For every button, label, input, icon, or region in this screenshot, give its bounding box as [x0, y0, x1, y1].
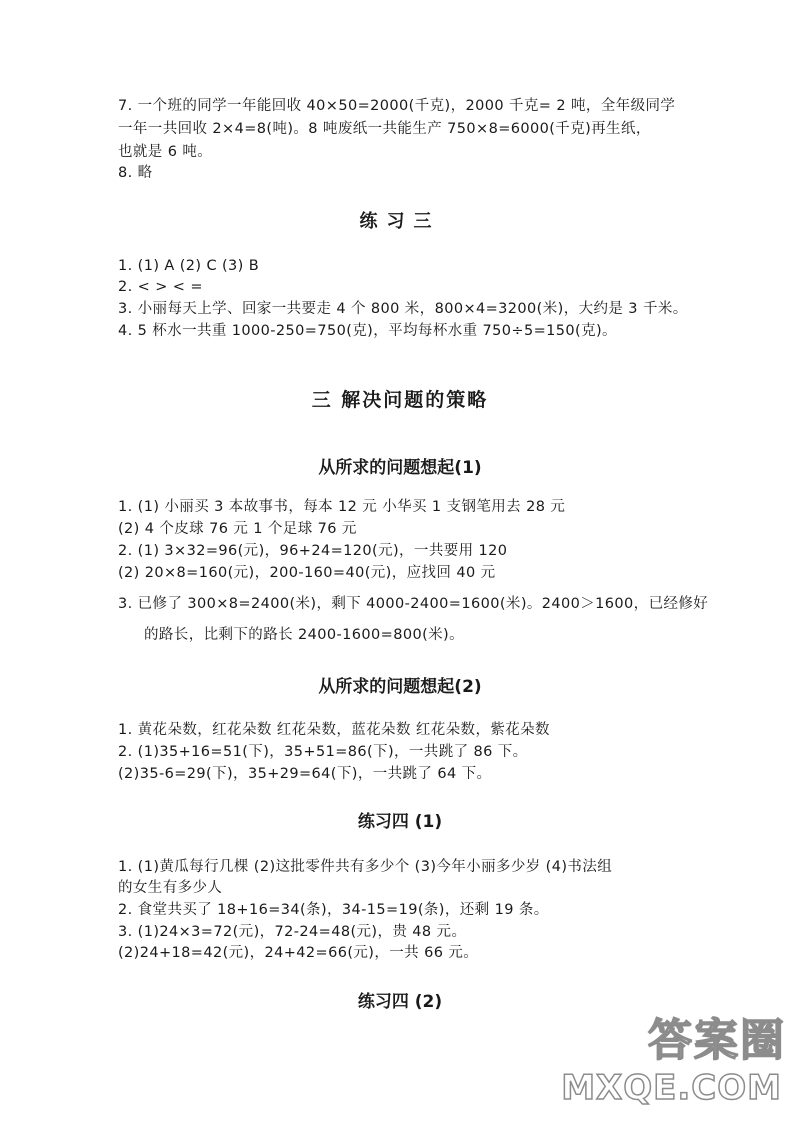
exercise3-answer-1: 1. (1) A (2) C (3) B [118, 258, 260, 274]
exercise3-title: 练习三 [359, 211, 441, 232]
section2-answer-2-line-2: (2)35-6=29(下)，35+29=64(下)，一共跳了 64 下。 [118, 766, 492, 782]
exercise3-answer-4: 4. 5 杯水一共重 1000-250=750(克)，平均每杯水重 750÷5=150(克)。 [118, 323, 617, 339]
exercise4-2-title: 练习四 (2) [357, 992, 443, 1012]
section1-answer-3-line-2: 的路长，比剩下的路长 2400-1600=800(米)。 [144, 627, 464, 643]
section1-answer-2-line-1: 2. (1) 3×32=96(元)，96+24=120(元)，一共要用 120 [118, 543, 508, 559]
exercise4-1-answer-3-line-1: 3. (1)24×3=72(元)，72-24=48(元)，贵 48 元。 [118, 924, 467, 940]
exercise3-answer-2: 2. < > < = [118, 279, 203, 295]
exercise3-answer-3: 3. 小丽每天上学、回家一共要走 4 个 800 米，800×4=3200(米)，大约是 3 千米。 [118, 301, 688, 317]
section1-answer-1-line-1: 1. (1) 小丽买 3 本故事书，每本 12 元 小华买 1 支钢笔用去 28 元 [118, 499, 566, 515]
chapter-title: 三 解决问题的策略 [311, 389, 489, 411]
section1-answer-2-line-2: (2) 20×8=160(元)，200-160=40(元)，应找回 40 元 [118, 565, 496, 581]
section1-answer-1-line-2: (2) 4 个皮球 76 元 1 个足球 76 元 [118, 521, 357, 537]
exercise4-1-answer-1-line-2: 的女生有多少人 [118, 880, 223, 896]
exercise4-1-answer-3-line-2: (2)24+18=42(元)，24+42=66(元)，一共 66 元。 [118, 945, 479, 961]
exercise4-1-title: 练习四 (1) [357, 812, 443, 832]
exercise4-1-answer-2: 2. 食堂共买了 18+16=34(条)，34-15=19(条)，还剩 19 条。 [118, 902, 549, 918]
section1-answer-3-line-1: 3. 已修了 300×8=2400(米)，剩下 4000-2400=1600(米)。2400＞1600，已经修好 [118, 596, 709, 612]
watermark-domain-text: MXQE.COM [561, 1068, 782, 1108]
answer-7-line-1: 7. 一个班的同学一年能回收 40×50=2000(千克)，2000 千克= 2 吨，全年级同学 [118, 98, 676, 114]
watermark-logo-text: 答案圈 [648, 1015, 786, 1066]
section2-title: 从所求的问题想起(2) [318, 677, 482, 697]
answer-7-line-2: 一年一共回收 2×4=8(吨)。8 吨废纸一共能生产 750×8=6000(千克)再生纸， [118, 121, 651, 137]
section2-answer-1: 1. 黄花朵数，红花朵数 红花朵数，蓝花朵数 红花朵数，紫花朵数 [118, 722, 550, 738]
exercise4-1-answer-1-line-1: 1. (1)黄瓜每行几棵 (2)这批零件共有多少个 (3)今年小丽多少岁 (4)书法组 [118, 859, 613, 875]
answer-8: 8. 略 [118, 165, 153, 181]
section1-title: 从所求的问题想起(1) [318, 458, 482, 478]
section2-answer-2-line-1: 2. (1)35+16=51(下)，35+51=86(下)，一共跳了 86 下。 [118, 744, 528, 760]
site-watermark [561, 1004, 786, 1116]
answer-7-line-3: 也就是 6 吨。 [118, 144, 213, 160]
